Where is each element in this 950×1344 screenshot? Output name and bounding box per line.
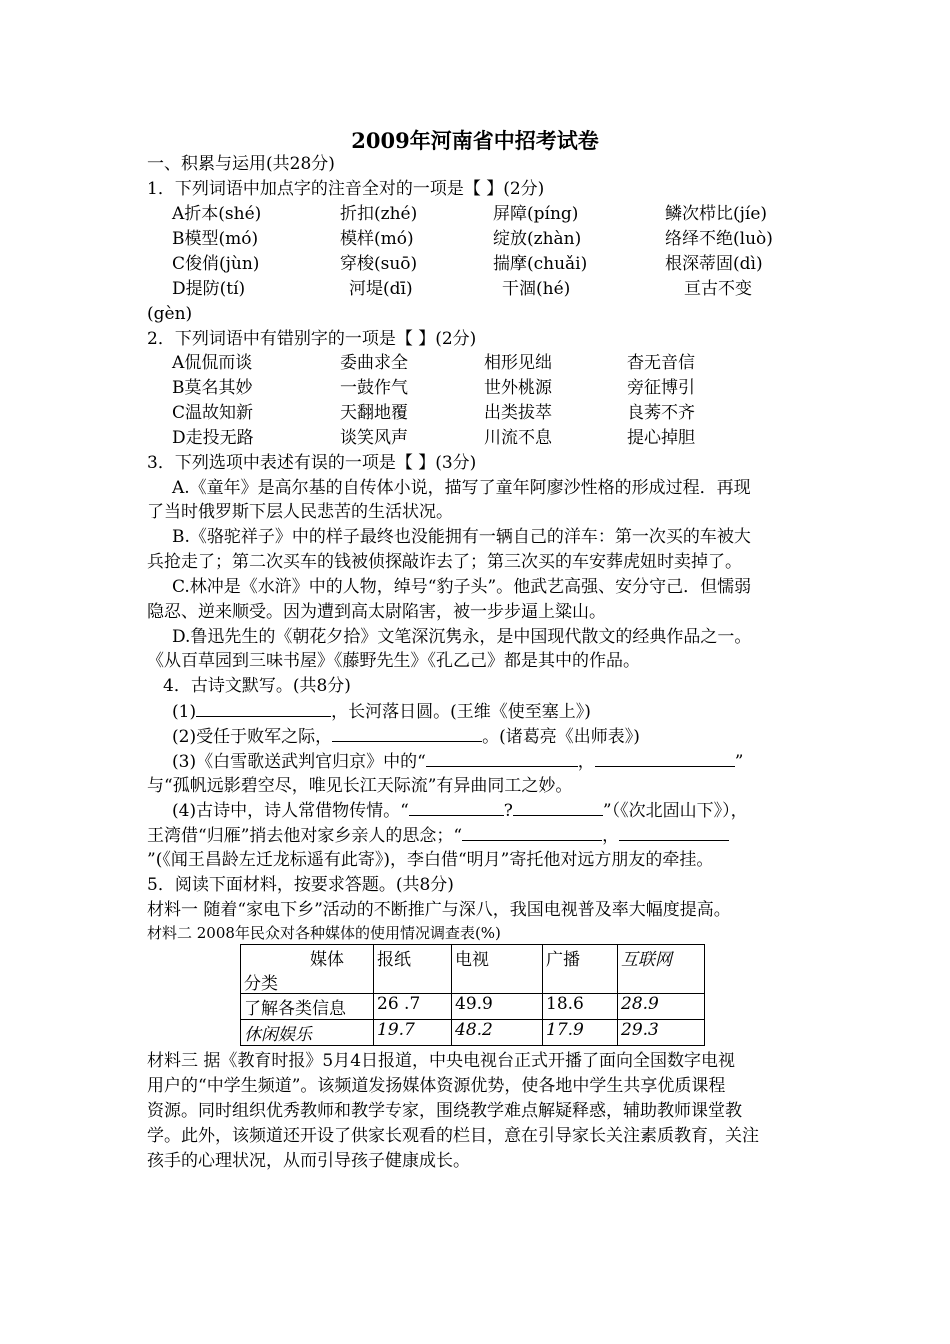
answer-blank[interactable] [595, 750, 735, 767]
answer-blank[interactable] [409, 799, 504, 816]
q3-option-d: D.鲁迅先生的《朝花夕拾》文笔深沉隽永，是中国现代散文的经典作品之一。 [172, 627, 752, 647]
q4-item-4 [172, 799, 748, 822]
media-survey-table [240, 944, 705, 1046]
table-cell: 19.7 [374, 1020, 452, 1046]
table-header-row [241, 945, 705, 994]
table-header-cell: 电视 [452, 945, 543, 994]
q2-option: 出类拔萃 [484, 403, 552, 423]
table-cell: 49.9 [452, 994, 543, 1020]
question-5-stem: 5．阅读下面材料，按要求答题。(共8分) [147, 875, 454, 895]
q4-4-line2: 王湾借“归雁”捎去他对家乡亲人的思念；“ [147, 826, 463, 846]
answer-blank[interactable] [619, 824, 729, 841]
table-row [241, 994, 705, 1020]
q4-3-head: (3)《白雪歌送武判官归京》中的“ [172, 752, 426, 772]
q4-4-source: ”（《次北固山下》）， [602, 801, 748, 821]
q4-item-3 [172, 750, 743, 773]
q2-option: 良莠不齐 [627, 403, 695, 423]
q4-item-3-cont: 与“孤帆远影碧空尽，唯见长江天际流”有异曲同工之妙。 [147, 776, 573, 796]
q1-option: 折扣(zhé) [340, 204, 418, 224]
q1-option: 络绎不绝(luò) [665, 229, 773, 249]
q1-option: 揣摩(chuǎi) [493, 254, 588, 274]
q1-option: A折本(shé) [172, 204, 262, 224]
question-3-stem: 3．下列选项中表述有误的一项是【 】(3分) [147, 453, 477, 473]
q4-3-close: ” [734, 752, 744, 772]
q2-option: 旁征博引 [627, 378, 695, 398]
q2-option: 相形见绌 [484, 353, 552, 373]
question-4-stem: 4．古诗文默写。(共8分) [163, 676, 351, 696]
answer-blank[interactable] [462, 824, 602, 841]
q4-1-tail: ，长河落日圆。(王维《使至塞上》) [331, 702, 591, 722]
q1-wrap: (gèn) [147, 304, 193, 324]
answer-blank[interactable] [196, 700, 331, 717]
q2-option: 提心掉胆 [627, 428, 695, 448]
q1-option: 干涸(hé) [502, 279, 571, 299]
table-row-label: 了解各类信息 [241, 994, 374, 1020]
q2-option: 谈笑风声 [340, 428, 408, 448]
q3-option-c-cont: 隐忍、逆来顺受。因为遭到高太尉陷害，被一步步逼上粱山。 [147, 602, 606, 622]
table-row-label: 休闲娱乐 [241, 1020, 374, 1046]
q4-item-4-end: ”(《闻王昌龄左迁龙标遥有此寄》)，李白借“明月”寄托他对远方朋友的牵挂。 [147, 850, 714, 870]
q2-option: 委曲求全 [340, 353, 408, 373]
answer-blank[interactable] [332, 725, 482, 742]
q4-item-1 [172, 700, 591, 723]
q1-option: 屏障(píng) [493, 204, 579, 224]
q2-option: 世外桃源 [484, 378, 552, 398]
q2-option: 杳无音信 [627, 353, 695, 373]
question-1-stem: 1．下列词语中加点字的注音全对的一项是【 】(2分) [147, 179, 545, 199]
question-2-stem: 2．下列词语中有错别字的一项是【 】(2分) [147, 329, 477, 349]
q3-option-a: A.《童年》是高尔基的自传体小说，描写了童年阿廖沙性格的形成过程．再现 [172, 478, 751, 498]
q4-3-comma: ， [577, 752, 595, 772]
q3-option-b: B.《骆驼祥子》中的样子最终也没能拥有一辆自己的洋车：第一次买的车被大 [172, 527, 751, 547]
q4-1-label: (1) [172, 702, 197, 722]
material-2-caption: 材料二 2008年民众对各种媒体的使用情况调查表(%) [147, 924, 501, 942]
q4-4-comma: ， [602, 826, 620, 846]
page-title: 2009年河南省中招考试卷 [351, 128, 599, 153]
q1-option: D提防(tí) [172, 279, 246, 299]
table-cell: 18.6 [543, 994, 618, 1020]
q4-item-2 [172, 725, 640, 748]
q2-option: B莫名其妙 [172, 378, 253, 398]
table-cell: 28.9 [618, 994, 705, 1020]
table-cell: 29.3 [618, 1020, 705, 1046]
q3-option-d-cont: 《从百草园到三味书屋》《藤野先生》《孔乙己》都是其中的作品。 [147, 651, 640, 671]
q3-option-b-cont: 兵抢走了；第二次买车的钱被侦探敲诈去了；第三次买的车安葬虎妞时卖掉了。 [147, 552, 742, 572]
q1-option: 绽放(zhàn) [493, 229, 582, 249]
q4-2-head: (2)受任于败军之际， [172, 727, 333, 747]
q2-option: 一鼓作气 [340, 378, 408, 398]
q4-2-tail: 。(诸葛亮《出师表》) [482, 727, 640, 747]
material-3-line: 资源。同时组织优秀教师和教学专家，围绕教学难点解疑释惑，辅助教师课堂教 [147, 1101, 742, 1121]
answer-blank[interactable] [513, 799, 603, 816]
table-header-cell: 互联网 [618, 945, 705, 994]
corner-bottom-label: 分类 [244, 974, 278, 994]
section-heading: 一、积累与运用(共28分) [147, 154, 335, 174]
table-cell: 26 .7 [374, 994, 452, 1020]
q1-option: 鳞次栉比(jíe) [665, 204, 768, 224]
table-header-cell: 广播 [543, 945, 618, 994]
q4-item-4-cont [147, 824, 729, 847]
q1-option: 模样(mó) [340, 229, 414, 249]
q4-4-head: (4)古诗中，诗人常借物传情。“ [172, 801, 409, 821]
q1-option: B模型(mó) [172, 229, 259, 249]
q1-option: 河堤(dī) [349, 279, 413, 299]
q1-option: C俊俏(jùn) [172, 254, 260, 274]
q2-option: D走投无路 [172, 428, 254, 448]
table-corner-cell [241, 945, 374, 994]
material-3-line: 用户的“中学生频道”。该频道发扬媒体资源优势，使各地中学生共享优质课程 [147, 1076, 726, 1096]
material-3-line: 学。此外，该频道还开设了供家长观看的栏目，意在引导家长关注素质教育，关注 [147, 1126, 759, 1146]
q1-option: 亘古不变 [684, 279, 752, 299]
q2-option: C温故知新 [172, 403, 254, 423]
q3-option-a-cont: 了当时俄罗斯下层人民悲苦的生活状况。 [147, 502, 453, 522]
table-header-cell: 报纸 [374, 945, 452, 994]
material-3-line: 孩手的心理状况，从而引导孩子健康成长。 [147, 1151, 470, 1171]
q1-option: 穿梭(suō) [340, 254, 418, 274]
table-cell: 17.9 [543, 1020, 618, 1046]
material-1: 材料一 随着“家电下乡”活动的不断推广与深八，我国电视普及率大幅度提高。 [147, 900, 731, 920]
q2-option: 川流不息 [484, 428, 552, 448]
corner-top-label: 媒体 [310, 950, 344, 970]
q4-4-mark: ? [503, 801, 513, 821]
material-3-line: 材料三 据《教育时报》5月4日报道，中央电视台正式开播了面向全国数字电视 [147, 1051, 736, 1071]
answer-blank[interactable] [426, 750, 578, 767]
table-cell: 48.2 [452, 1020, 543, 1046]
q3-option-c: C.林冲是《水浒》中的人物，绰号“豹子头”。他武艺高强、安分守己．但懦弱 [172, 577, 752, 597]
q1-option: 根深蒂固(dì) [665, 254, 763, 274]
table-row [241, 1020, 705, 1046]
q2-option: 天翻地覆 [340, 403, 408, 423]
q2-option: A侃侃而谈 [172, 353, 253, 373]
